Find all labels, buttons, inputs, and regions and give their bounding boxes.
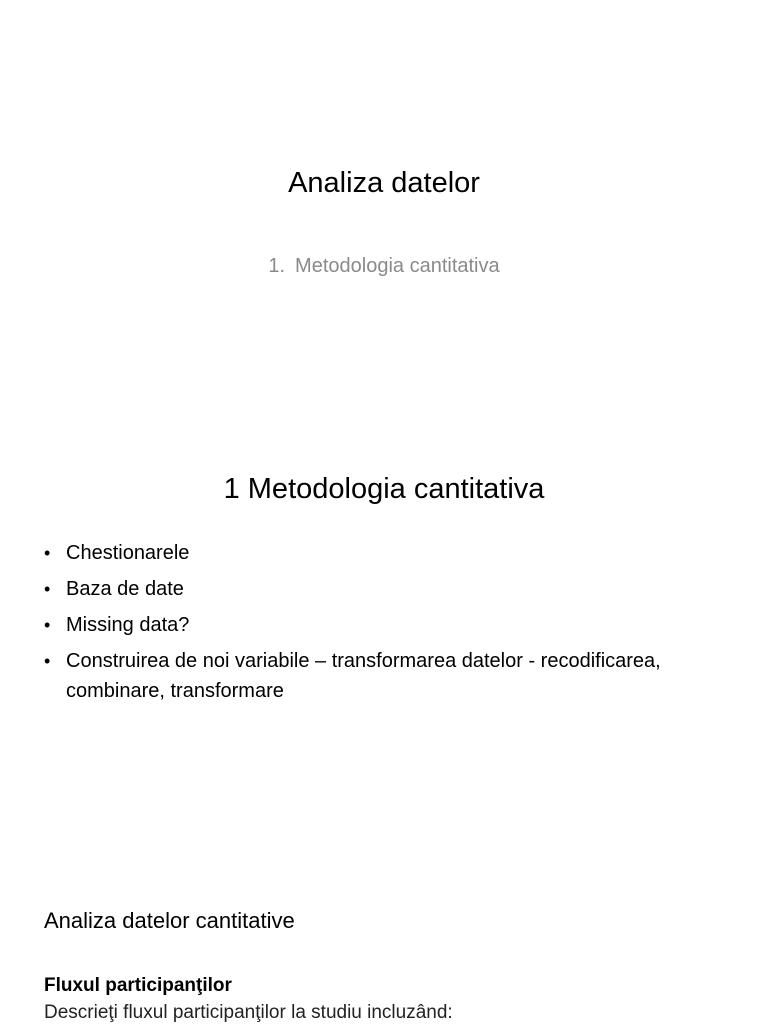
slide-3 [0, 840, 768, 1024]
section-label: Fluxul participanţilor [44, 975, 232, 996]
list-item-text: Chestionarele [66, 542, 190, 564]
list-item [44, 538, 724, 568]
subtitle-number: 1. [268, 255, 286, 277]
list-item-text: Baza de date [66, 578, 184, 600]
bullet-icon: • [44, 579, 51, 599]
bullet-icon: • [44, 615, 51, 635]
slide-title: 1 Metodologia cantitativa [223, 473, 545, 505]
list-item [44, 610, 724, 640]
slide-subtitle [0, 253, 768, 279]
slide-1 [0, 0, 768, 400]
list-item [44, 646, 724, 706]
bullet-icon: • [44, 651, 51, 671]
bullet-list [44, 538, 724, 712]
section-description: Descrieţi fluxul participanţilor la studiu incluzând: [44, 1002, 453, 1023]
list-item-text: Missing data? [66, 614, 190, 636]
bullet-icon: • [44, 543, 51, 563]
slide-title: Analiza datelor [288, 167, 480, 199]
list-item-text: Construirea de noi variabile – transformarea datelor - recodificarea, combinare, transformare [66, 650, 661, 702]
slide-heading: Analiza datelor cantitative [44, 908, 295, 933]
slide-2 [0, 400, 768, 840]
subtitle-text: Metodologia cantitativa [295, 255, 500, 277]
list-item [44, 574, 724, 604]
